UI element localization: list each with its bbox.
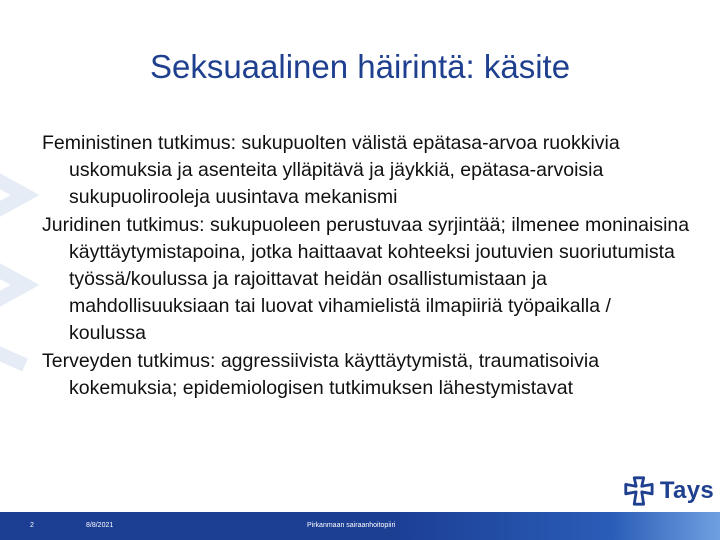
bullet-legal-research: Juridinen tutkimus: sukupuoleen perustuvaa syrjintää; ilmenee moninaisina käyttäytymistapoina, jotka haittaavat kohteeksi joutuvien suoriutumista työssä/koulussa ja rajoittavat heidän osallistumistaan ja mahdollisuuksiaan tai luovat vihamielistä ilmapiiriä työpaikalla / koulussa: [42, 213, 690, 345]
tays-logo: [622, 472, 714, 510]
logo-text: Tays: [659, 477, 714, 504]
bullet-health-research: Terveyden tutkimus: aggressiivista käyttäytymistä, traumatisoivia kokemuksia; epidemiologisen tutkimuksen lähestymistavat: [42, 349, 600, 399]
slide-title: Seksuaalinen häirintä: käsite: [149, 48, 571, 85]
slide-body: [42, 130, 692, 402]
footer-bar: [0, 512, 720, 540]
footer-date: 8/8/2021: [86, 522, 114, 529]
footer-organization: Pirkanmaan sairaanhoitopiiri: [307, 522, 396, 529]
bullet-feminist-research: Feministinen tutkimus: sukupuolten välistä epätasa-arvoa ruokkivia uskomuksia ja asenteita ylläpitävä ja jäykkiä, epätasa-arvoisia sukupuolirooleja uusintava mekanismi: [42, 132, 620, 209]
page-number: 2: [30, 522, 34, 529]
tays-cross-logo-icon: [622, 473, 656, 509]
watermark-logo-icon: [0, 150, 40, 390]
